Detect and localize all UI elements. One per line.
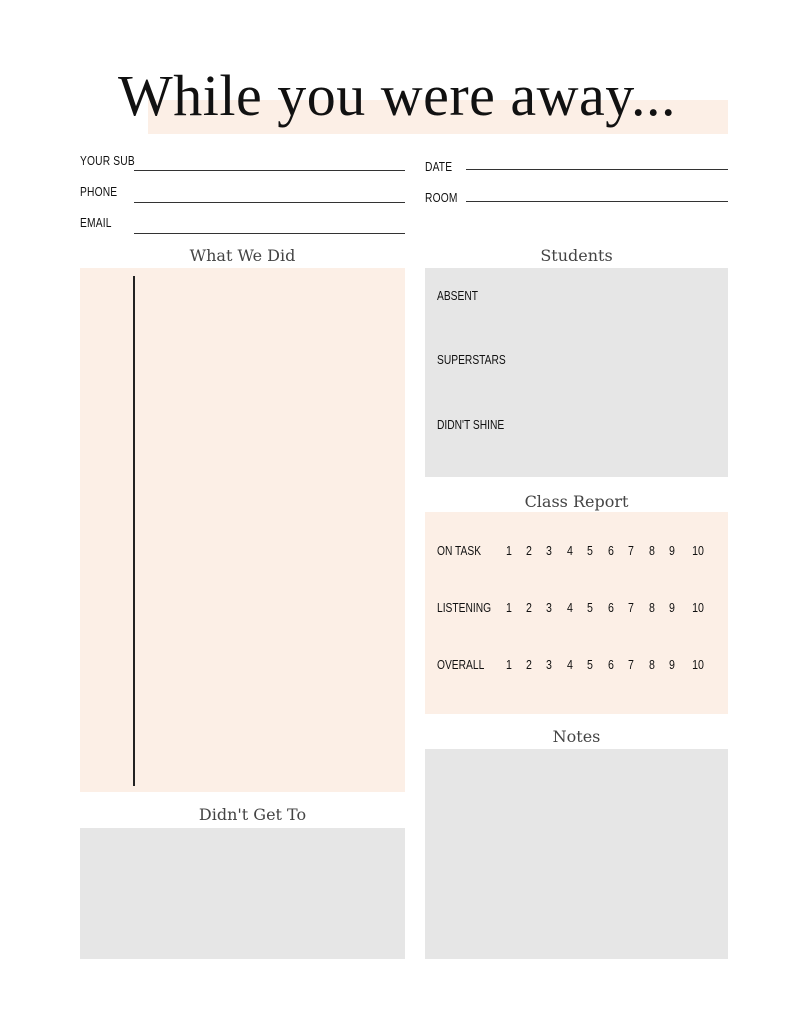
phone-field[interactable] — [134, 202, 405, 203]
room-label: ROOM — [425, 191, 458, 205]
rating-option[interactable]: 10 — [692, 601, 704, 615]
notes-heading: Notes — [552, 727, 601, 746]
rating-option[interactable]: 7 — [628, 544, 634, 558]
rating-option[interactable]: 6 — [608, 601, 614, 615]
rating-option[interactable]: 3 — [546, 601, 552, 615]
rating-option[interactable]: 8 — [649, 658, 655, 672]
rating-option[interactable]: 2 — [526, 601, 532, 615]
rating-option[interactable]: 9 — [669, 601, 675, 615]
absent-label: ABSENT — [437, 289, 479, 303]
date-label: DATE — [425, 160, 453, 174]
class-report-heading: Class Report — [524, 492, 629, 511]
rating-option[interactable]: 1 — [506, 544, 512, 558]
your-sub-field[interactable] — [134, 170, 405, 171]
rating-option[interactable]: 3 — [546, 544, 552, 558]
rating-option[interactable]: 9 — [669, 658, 675, 672]
notes-box[interactable] — [425, 749, 728, 959]
students-box[interactable] — [425, 268, 728, 477]
rating-option[interactable]: 7 — [628, 658, 634, 672]
rating-option[interactable]: 4 — [567, 544, 573, 558]
didnt-get-to-heading: Didn't Get To — [198, 805, 307, 824]
rating-option[interactable]: 10 — [692, 658, 704, 672]
rating-option[interactable]: 4 — [567, 601, 573, 615]
rating-option[interactable]: 10 — [692, 544, 704, 558]
class-report-row — [425, 544, 728, 564]
rating-option[interactable]: 8 — [649, 601, 655, 615]
email-label: EMAIL — [80, 216, 112, 230]
rating-option[interactable]: 7 — [628, 601, 634, 615]
rating-option[interactable]: 1 — [506, 601, 512, 615]
overall-label: OVERALL — [437, 658, 485, 672]
your-sub-label: YOUR SUB — [80, 154, 135, 168]
what-we-did-box[interactable] — [80, 268, 405, 792]
superstars-label: SUPERSTARS — [437, 353, 506, 367]
rating-option[interactable]: 2 — [526, 658, 532, 672]
rating-option[interactable]: 5 — [587, 658, 593, 672]
students-heading: Students — [540, 246, 613, 265]
didnt-shine-label: DIDN'T SHINE — [437, 418, 505, 432]
class-report-row — [425, 658, 728, 678]
class-report-row — [425, 601, 728, 621]
rating-option[interactable]: 9 — [669, 544, 675, 558]
rating-option[interactable]: 5 — [587, 544, 593, 558]
rating-option[interactable]: 5 — [587, 601, 593, 615]
rating-option[interactable]: 4 — [567, 658, 573, 672]
didnt-get-to-box[interactable] — [80, 828, 405, 959]
rating-option[interactable]: 6 — [608, 658, 614, 672]
email-field[interactable] — [134, 233, 405, 234]
rating-option[interactable]: 3 — [546, 658, 552, 672]
listening-label: LISTENING — [437, 601, 492, 615]
class-report-box — [425, 512, 728, 714]
date-field[interactable] — [466, 169, 728, 170]
rating-option[interactable]: 6 — [608, 544, 614, 558]
rating-option[interactable]: 2 — [526, 544, 532, 558]
page-title: While you were away... — [117, 63, 676, 128]
room-field[interactable] — [466, 201, 728, 202]
phone-label: PHONE — [80, 185, 118, 199]
on-task-label: ON TASK — [437, 544, 482, 558]
margin-line — [133, 276, 135, 786]
what-we-did-heading: What We Did — [189, 246, 296, 265]
rating-option[interactable]: 8 — [649, 544, 655, 558]
rating-option[interactable]: 1 — [506, 658, 512, 672]
